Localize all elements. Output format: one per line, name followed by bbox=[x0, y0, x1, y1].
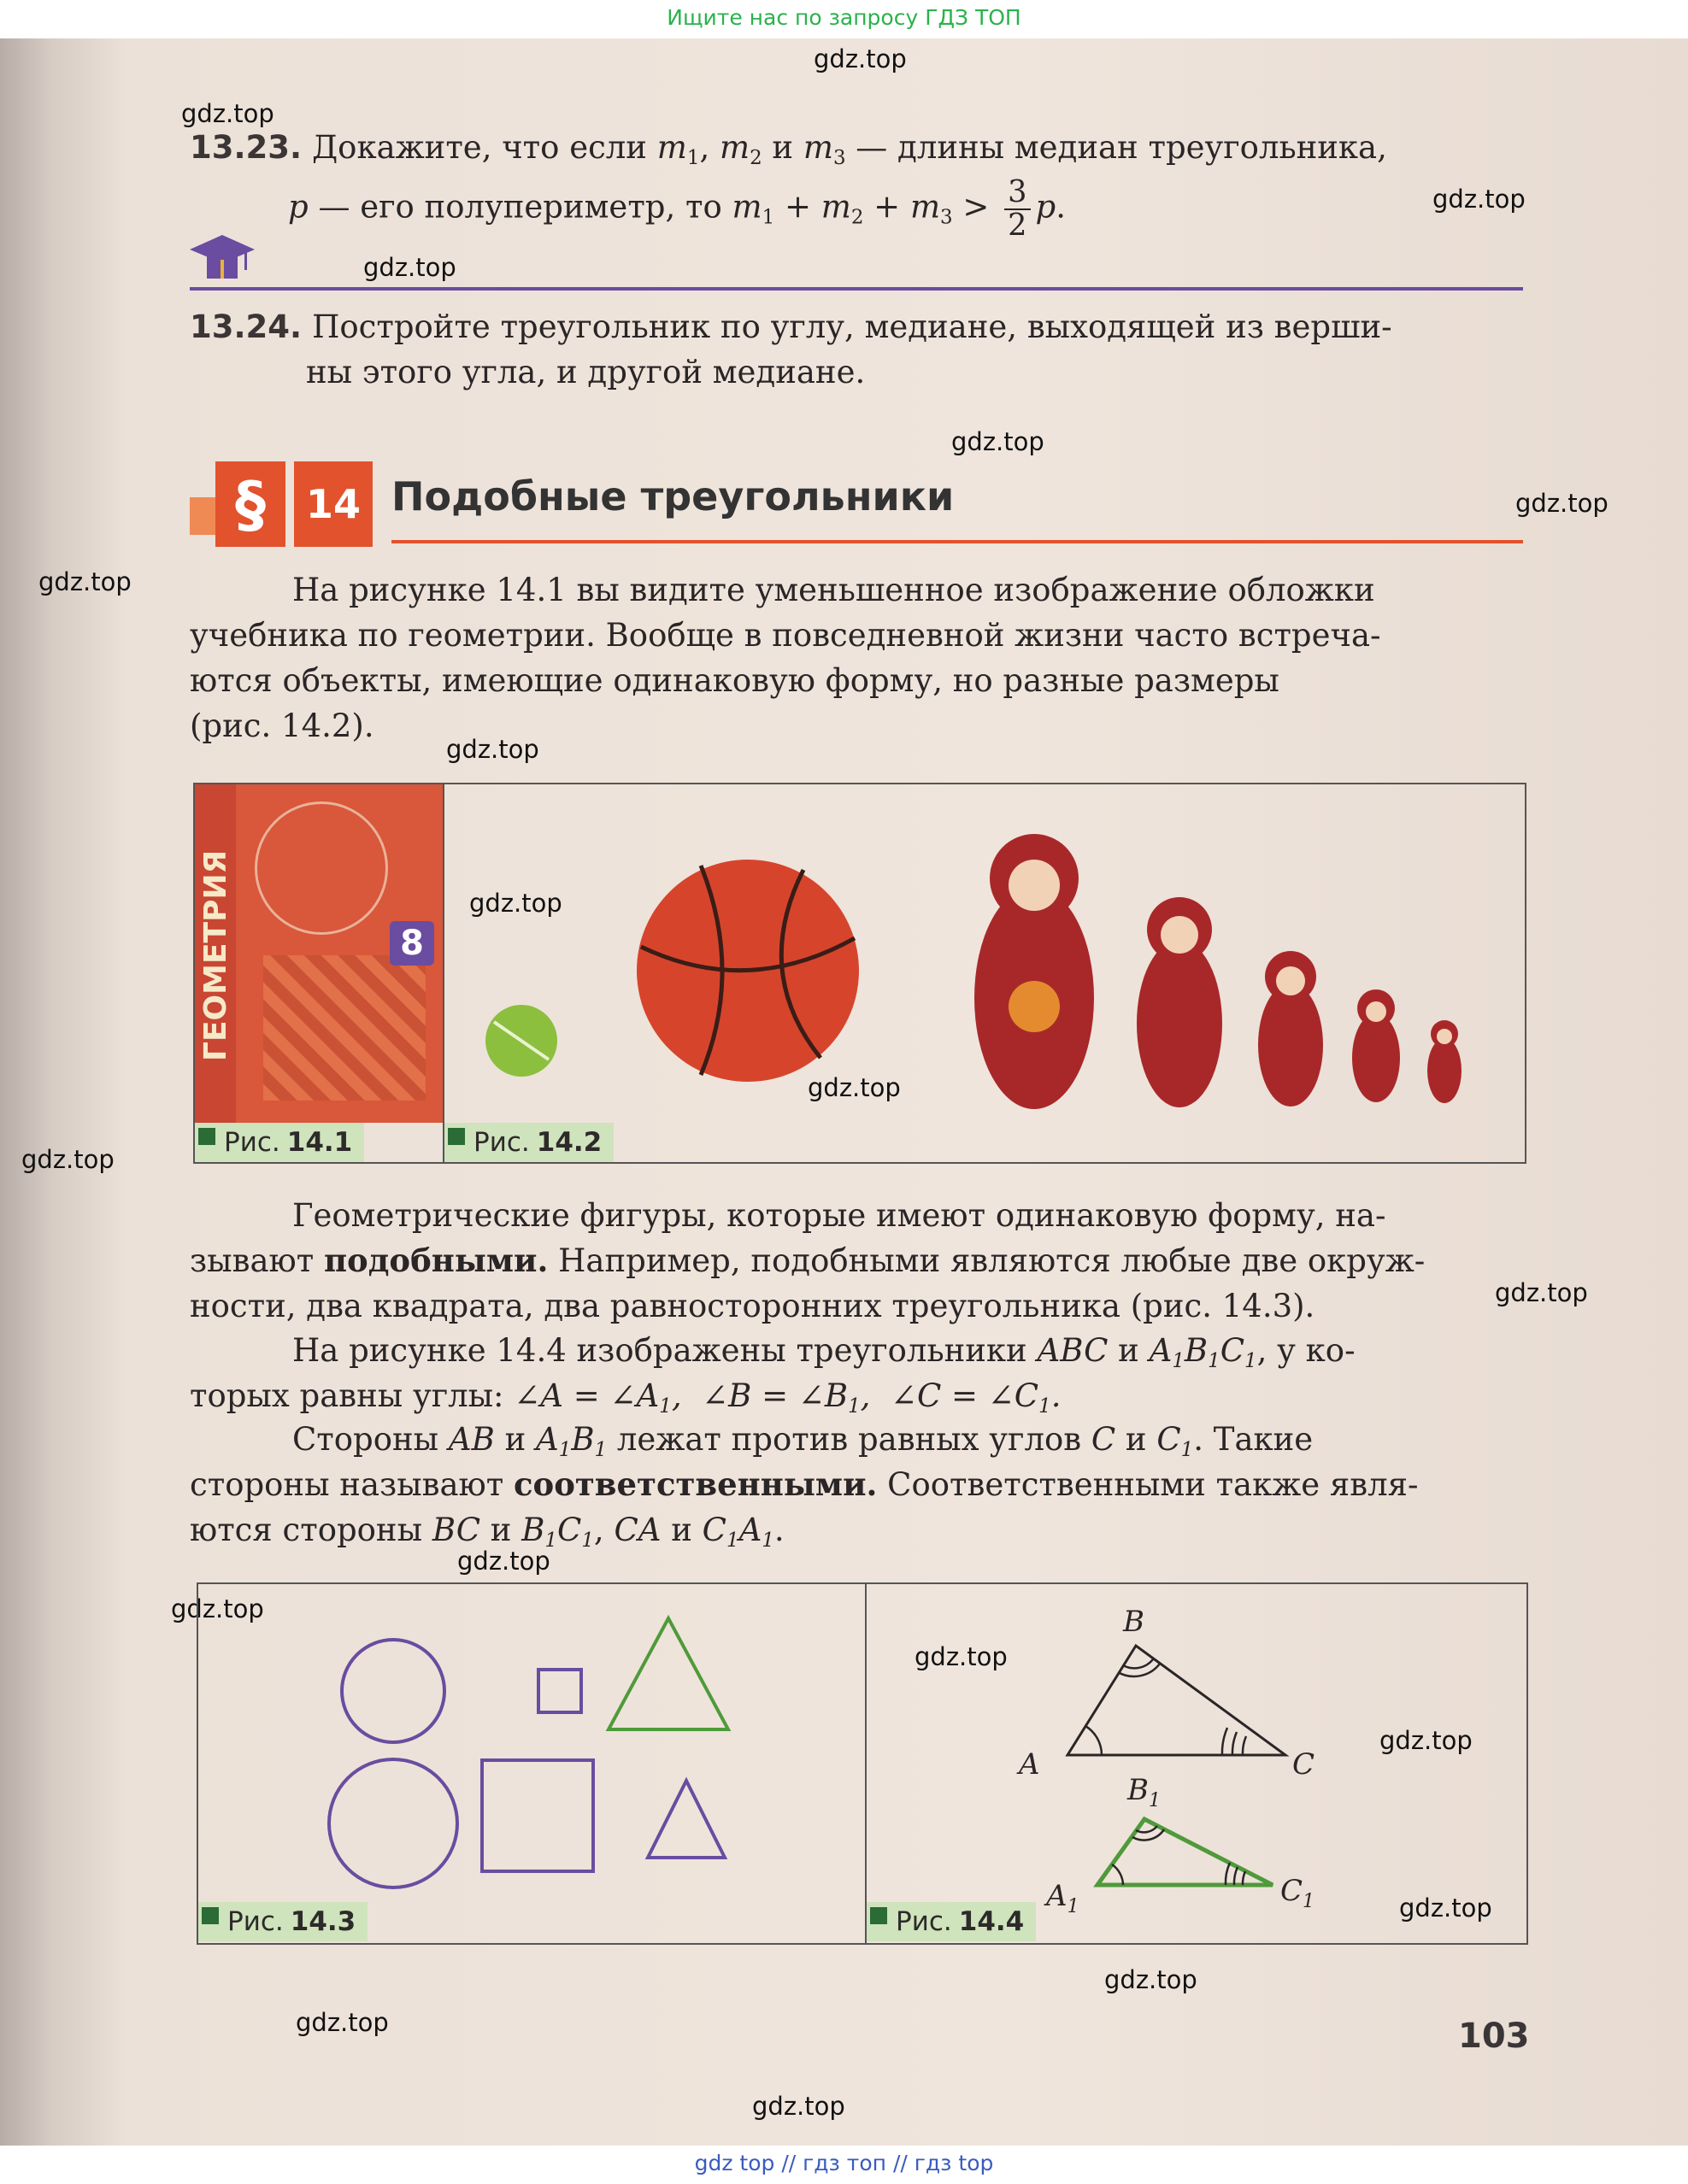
triangle-a1b1c1 bbox=[1097, 1819, 1273, 1885]
large-circle bbox=[329, 1759, 457, 1888]
term-similar: подобными. bbox=[323, 1242, 549, 1279]
caption-prefix: Рис. bbox=[227, 1906, 284, 1937]
watermark: gdz.top bbox=[181, 99, 274, 128]
watermark: gdz.top bbox=[1432, 185, 1526, 214]
label-c1: $C_1$ bbox=[1280, 1874, 1315, 1912]
section-title: Подобные треугольники bbox=[391, 473, 955, 520]
paragraph-similar-figures bbox=[190, 1193, 1523, 1329]
problem-13-24 bbox=[190, 304, 1523, 395]
watermark: gdz.top bbox=[1495, 1278, 1588, 1307]
math: CA bbox=[614, 1512, 662, 1548]
tennis-ball-icon bbox=[485, 1005, 557, 1077]
book-cover-image bbox=[195, 784, 443, 1123]
problem-text: ны этого угла, и другой медиане. bbox=[306, 354, 866, 390]
triangle-abc bbox=[1067, 1646, 1285, 1755]
text-fragment: и bbox=[490, 1512, 512, 1548]
watermark: gdz.top bbox=[363, 253, 456, 282]
math: $C_1A_1$ bbox=[702, 1512, 774, 1552]
text-fragment: На рисунке 14.4 изображены треугольники bbox=[292, 1332, 1027, 1369]
problem-text: Докажите, что если bbox=[312, 129, 647, 166]
figure-14-1-14-2 bbox=[193, 783, 1526, 1164]
caption-number: 14.1 bbox=[286, 1127, 353, 1158]
watermark: gdz.top bbox=[469, 889, 562, 918]
text-fragment: . Такие bbox=[1193, 1421, 1314, 1458]
math: $A_1B_1C_1$ bbox=[1149, 1332, 1257, 1372]
caption-prefix: Рис. bbox=[224, 1127, 280, 1158]
label-c: C bbox=[1292, 1747, 1315, 1782]
problem-text: — длины медиан треугольника, bbox=[856, 129, 1387, 166]
text-line: ются объекты, имеющие одинаковую форму, но разные размеры bbox=[190, 662, 1279, 699]
math-var: m bbox=[803, 129, 833, 166]
large-triangle bbox=[609, 1618, 728, 1729]
fraction-numerator: 3 bbox=[1004, 177, 1030, 210]
text-fragment: лежат против равных углов bbox=[616, 1421, 1082, 1458]
caption-number: 14.3 bbox=[290, 1906, 356, 1937]
math-var: m bbox=[732, 188, 762, 226]
label-a: A bbox=[1019, 1747, 1040, 1782]
problem-text: Постройте треугольник по углу, медиане, выходящей из верши- bbox=[312, 308, 1392, 345]
caption-number: 14.2 bbox=[536, 1127, 603, 1158]
caption-marker bbox=[448, 1128, 465, 1145]
text-line: ности, два квадрата, два равносторонних треугольника (рис. 14.3). bbox=[190, 1288, 1315, 1324]
caption-prefix: Рис. bbox=[473, 1127, 530, 1158]
section-rule bbox=[391, 540, 1523, 543]
small-triangle bbox=[648, 1781, 725, 1858]
book-grade-badge: 8 bbox=[390, 921, 434, 966]
math: $C_1$ bbox=[1156, 1421, 1194, 1461]
math-var: m bbox=[719, 129, 750, 166]
caption-fig-14-3 bbox=[198, 1902, 368, 1941]
paragraph-intro bbox=[190, 567, 1523, 749]
text-fragment: и bbox=[671, 1512, 692, 1548]
watermark: gdz.top bbox=[457, 1547, 550, 1576]
watermark: gdz.top bbox=[296, 2008, 389, 2037]
text-fragment: Соответственными также явля- bbox=[887, 1466, 1419, 1503]
small-circle bbox=[342, 1640, 444, 1742]
term-corresponding: соответственными. bbox=[513, 1465, 878, 1503]
text-fragment: и bbox=[504, 1421, 526, 1458]
fraction bbox=[1004, 174, 1030, 243]
text-fragment: и bbox=[1118, 1332, 1139, 1369]
watermark: gdz.top bbox=[21, 1145, 115, 1174]
caption-fig-14-2 bbox=[444, 1123, 614, 1162]
watermark: gdz.top bbox=[446, 735, 539, 764]
watermark: gdz.top bbox=[814, 44, 907, 73]
large-square bbox=[482, 1760, 593, 1871]
divider-rule bbox=[190, 287, 1523, 291]
paragraph-triangles bbox=[190, 1328, 1523, 1418]
text-fragment: стороны называют bbox=[190, 1466, 504, 1503]
problem-13-23: 13.23. Докажите, что если $m_1$, $m_2$ и $m_3$ — длины медиан треугольника, p — его полупериметр, то $m_1 + m_2 + m_3$ > $\frac{3}{2}$ p. bbox=[190, 129, 1387, 243]
text-fragment: и bbox=[1125, 1421, 1147, 1458]
watermark: gdz.top bbox=[951, 427, 1044, 456]
figure-14-3-14-4 bbox=[197, 1582, 1528, 1945]
top-banner[interactable]: Ищите нас по запросу ГДЗ ТОП bbox=[0, 0, 1688, 38]
math-sub: 1 bbox=[762, 206, 775, 229]
watermark: gdz.top bbox=[752, 2092, 845, 2121]
text-line: (рис. 14.2). bbox=[190, 707, 374, 744]
caption-number: 14.4 bbox=[958, 1906, 1025, 1937]
small-square bbox=[538, 1670, 581, 1712]
caption-prefix: Рис. bbox=[896, 1906, 952, 1937]
math-sub: 2 bbox=[850, 206, 864, 229]
math: $A_1B_1$ bbox=[536, 1421, 608, 1461]
watermark: gdz.top bbox=[1379, 1726, 1473, 1755]
watermark: gdz.top bbox=[1399, 1893, 1492, 1923]
text-fragment: зывают bbox=[190, 1242, 315, 1279]
fraction-denominator: 2 bbox=[1008, 207, 1027, 243]
text-fragment: Например, подобными являются любые две окруж- bbox=[558, 1242, 1426, 1279]
text-line: учебника по геометрии. Вообще в повседневной жизни часто встреча- bbox=[190, 617, 1381, 654]
math-sub: 2 bbox=[750, 146, 762, 169]
graduation-cap-icon bbox=[188, 231, 256, 291]
math: AB bbox=[448, 1421, 495, 1458]
text-fragment: , bbox=[593, 1512, 604, 1548]
section-header bbox=[190, 461, 1523, 555]
text-fragment: Стороны bbox=[292, 1421, 439, 1458]
caption-marker bbox=[870, 1907, 887, 1924]
label-b: B bbox=[1123, 1605, 1144, 1639]
math-var: p bbox=[1035, 188, 1056, 226]
problem-text: — его полупериметр, то bbox=[318, 188, 722, 226]
math-var: m bbox=[820, 188, 851, 226]
bottom-banner[interactable]: gdz top // гдз топ // гдз top bbox=[0, 2146, 1688, 2184]
math-var: m bbox=[909, 188, 941, 226]
basketball-icon bbox=[637, 860, 859, 1082]
text-line: Геометрические фигуры, которые имеют одинаковую форму, на- bbox=[292, 1197, 1386, 1234]
caption-fig-14-4 bbox=[867, 1902, 1036, 1941]
watermark: gdz.top bbox=[1515, 489, 1609, 518]
math-var: m bbox=[656, 129, 687, 166]
math: C bbox=[1091, 1421, 1116, 1458]
caption-marker bbox=[202, 1907, 219, 1924]
text-fragment: , у ко- bbox=[1256, 1332, 1356, 1369]
watermark: gdz.top bbox=[1104, 1965, 1197, 1994]
math-sub: 3 bbox=[940, 206, 953, 229]
label-a1: $A_1$ bbox=[1046, 1879, 1079, 1917]
caption-marker bbox=[198, 1128, 215, 1145]
watermark: gdz.top bbox=[808, 1073, 901, 1102]
math-sub: 1 bbox=[686, 146, 700, 169]
section-number: 14 bbox=[294, 461, 373, 547]
caption-fig-14-1 bbox=[195, 1123, 364, 1162]
math: ∠A = $\angle A_1$, ∠B = $\angle B_1$, ∠C = $\angle C_1$. bbox=[514, 1377, 1062, 1418]
math-sub: 3 bbox=[832, 146, 846, 169]
similar-shapes-diagram bbox=[198, 1584, 865, 1900]
watermark: gdz.top bbox=[38, 567, 132, 596]
paragraph-corresponding: Стороны AB и $A_1B_1$ лежат против равных углов C и $C_1$. Такие стороны называют соответственными. Соответственными также явля- ются стороны BC и $B_1C_1$, CA и $C_1A_1$. bbox=[190, 1421, 1419, 1552]
problem-number: 13.24. bbox=[190, 308, 303, 345]
text-fragment: торых равны углы: bbox=[190, 1377, 504, 1414]
section-symbol: § bbox=[215, 461, 285, 547]
math: ABC bbox=[1037, 1332, 1109, 1369]
math-var: p bbox=[288, 188, 309, 226]
text-fragment: ются стороны bbox=[190, 1512, 423, 1548]
watermark: gdz.top bbox=[171, 1594, 264, 1623]
math: $B_1C_1$ bbox=[521, 1512, 594, 1552]
matryoshka-dolls-icon bbox=[974, 834, 1462, 1109]
label-b1: $B_1$ bbox=[1127, 1773, 1161, 1811]
problem-number: 13.23. bbox=[190, 129, 303, 166]
book-title: ГЕОМЕТРИЯ bbox=[198, 849, 233, 1061]
watermark: gdz.top bbox=[915, 1642, 1008, 1671]
text-line: На рисунке 14.1 вы видите уменьшенное изображение обложки bbox=[292, 572, 1375, 608]
math: BC bbox=[432, 1512, 480, 1548]
objects-of-same-shape bbox=[444, 784, 1523, 1123]
page-number: 103 bbox=[1458, 2017, 1530, 2056]
